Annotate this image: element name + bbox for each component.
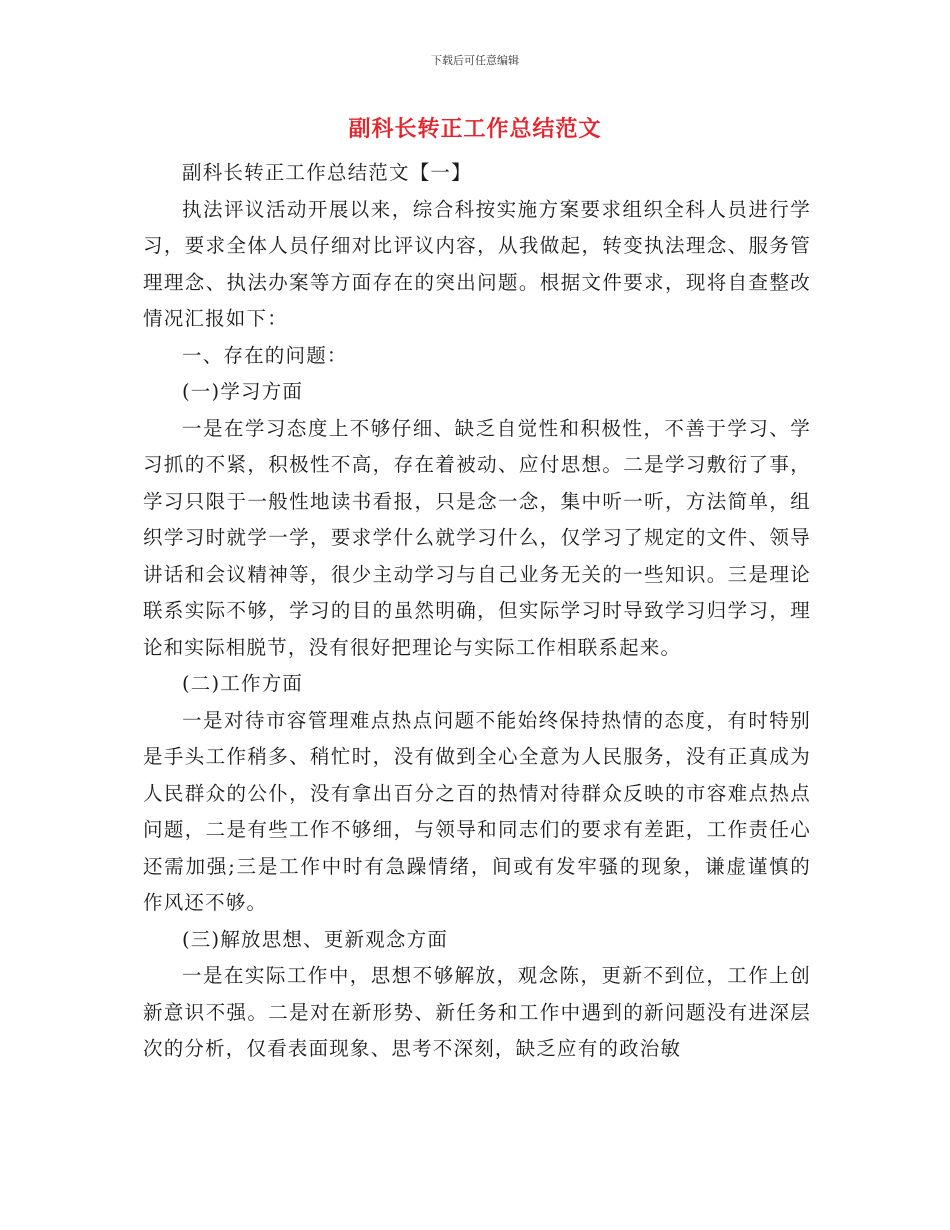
paragraph: 一是在实际工作中，思想不够解放，观念陈，更新不到位，工作上创新意识不强。二是对在新形势、新任务和工作中遇到的新问题没有进深层次的分析，仅看表面现象、思考不深刻，缺乏应有的政治敏 — [143, 964, 811, 1060]
section-heading: 一、存在的问题： — [182, 343, 348, 367]
paragraph: 执法评议活动开展以来，综合科按实施方案要求组织全科人员进行学习，要求全体人员仔细对比评议内容，从我做起，转变执法理念、服务管理理念、执法办案等方面存在的突出问题。根据文件要求，现将自查整改情况汇报如下： — [143, 197, 811, 330]
subsection-heading: (一)学习方面 — [182, 380, 304, 403]
subsection-heading: (二)工作方面 — [182, 672, 304, 695]
paragraph: 一是对待市容管理难点热点问题不能始终保持热情的态度，有时特别是手头工作稍多、稍忙时，没有做到全心全意为人民服务，没有正真成为人民群众的公仆，没有拿出百分之百的热情对待群众反映的市容难点热点问题，二是有些工作不够细，与领导和同志们的要求有差距，工作责任心还需加强;三是工作中时有急躁情绪，间或有发牢骚的现象，谦虚谨慎的作风还不够。 — [143, 708, 811, 914]
document-title: 副科长转正工作总结范文 — [348, 117, 602, 142]
subsection-heading: (三)解放思想、更新观念方面 — [182, 927, 449, 951]
document-body — [143, 155, 811, 1068]
header-note: 下载后可任意编辑 — [431, 54, 519, 67]
paragraph: 一是在学习态度上不够仔细、缺乏自觉性和积极性，不善于学习、学习抓的不紧，积极性不高，存在着被动、应付思想。二是学习敷衍了事，学习只限于一般性地读书看报，只是念一念，集中听一听，方法简单，组织学习时就学一学，要求学什么就学习什么，仅学习了规定的文件、领导讲话和会议精神等，很少主动学习与自己业务无关的一些知识。三是理论联系实际不够，学习的目的虽然明确，但实际学习时导致学习归学习，理论和实际相脱节，没有很好把理论与实际工作相联系起来。 — [143, 416, 811, 659]
section-heading: 副科长转正工作总结范文【一】 — [182, 161, 472, 184]
